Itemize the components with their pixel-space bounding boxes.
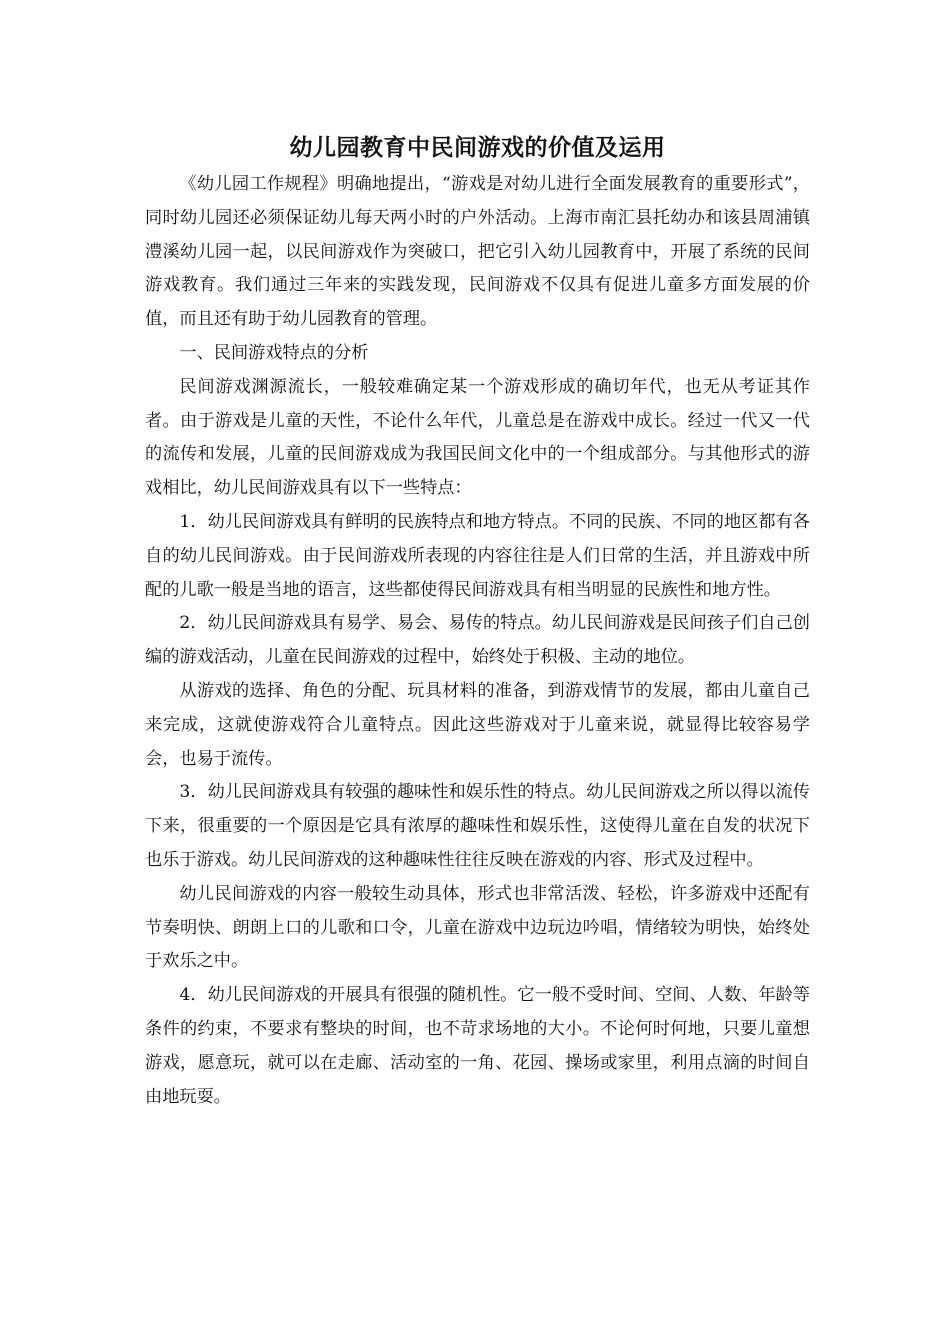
paragraph-origin: 民间游戏渊源流长，一般较难确定某一个游戏形成的确切年代，也无从考证其作者。由于游戏是儿童的天性，不论什么年代，儿童总是在游戏中成长。经过一代又一代的流传和发展，儿童的民间游戏成为我国民间文化中的一个组成部分。与其他形式的游戏相比，幼儿民间游戏具有以下一些特点： [145,376,810,499]
paragraph-point-2-detail: 从游戏的选择、角色的分配、玩具材料的准备，到游戏情节的发展，都由儿童自己来完成，这就使游戏符合儿童特点。因此这些游戏对于儿童来说，就显得比较容易学会，也易于流传。 [145,680,810,769]
document-title: 幼儿园教育中民间游戏的价值及运用 [289,135,666,161]
paragraph-point-3: 3．幼儿民间游戏具有较强的趣味性和娱乐性的特点。幼儿民间游戏之所以得以流传下来，很重要的一个原因是它具有浓厚的趣味性和娱乐性，这使得儿童在自发的状况下也乐于游戏。幼儿民间游戏的这种趣味性往往反映在游戏的内容、形式及过程中。 [145,782,810,870]
paragraph-point-1: 1．幼儿民间游戏具有鲜明的民族特点和地方特点。不同的民族、不同的地区都有各自的幼儿民间游戏。由于民间游戏所表现的内容往往是人们日常的生活，并且游戏中所配的儿歌一般是当地的语言，这些都使得民间游戏具有相当明显的民族性和地方性。 [145,511,810,600]
section-heading-1: 一、民间游戏特点的分析 [179,342,369,363]
document-body [145,128,810,1114]
paragraph-point-2: 2．幼儿民间游戏具有易学、易会、易传的特点。幼儿民间游戏是民间孩子们自己创编的游戏活动，儿童在民间游戏的过程中，始终处于积极、主动的地位。 [145,613,810,668]
paragraph-point-4: 4．幼儿民间游戏的开展具有很强的随机性。它一般不受时间、空间、人数、年龄等条件的约束，不要求有整块的时间，也不苛求场地的大小。不论何时何地，只要儿童想游戏，愿意玩，就可以在走廊、活动室的一角、花园、操场或家里，利用点滴的时间自由地玩耍。 [145,985,810,1107]
paragraph-intro: 《幼儿园工作规程》明确地提出，“游戏是对幼儿进行全面发展教育的重要形式”，同时幼儿园还必须保证幼儿每天两小时的户外活动。上海市南汇县托幼办和该县周浦镇澧溪幼儿园一起，以民间游戏作为突破口，把它引入幼儿园教育中，开展了系统的民间游戏教育。我们通过三年来的实践发现，民间游戏不仅具有促进儿童多方面发展的价值，而且还有助于幼儿园教育的管理。 [145,174,810,330]
paragraph-point-3-detail: 幼儿民间游戏的内容一般较生动具体，形式也非常活泼、轻松，许多游戏中还配有节奏明快、朗朗上口的儿歌和口令，儿童在游戏中边玩边吟唱，情绪较为明快，始终处于欢乐之中。 [145,883,810,972]
